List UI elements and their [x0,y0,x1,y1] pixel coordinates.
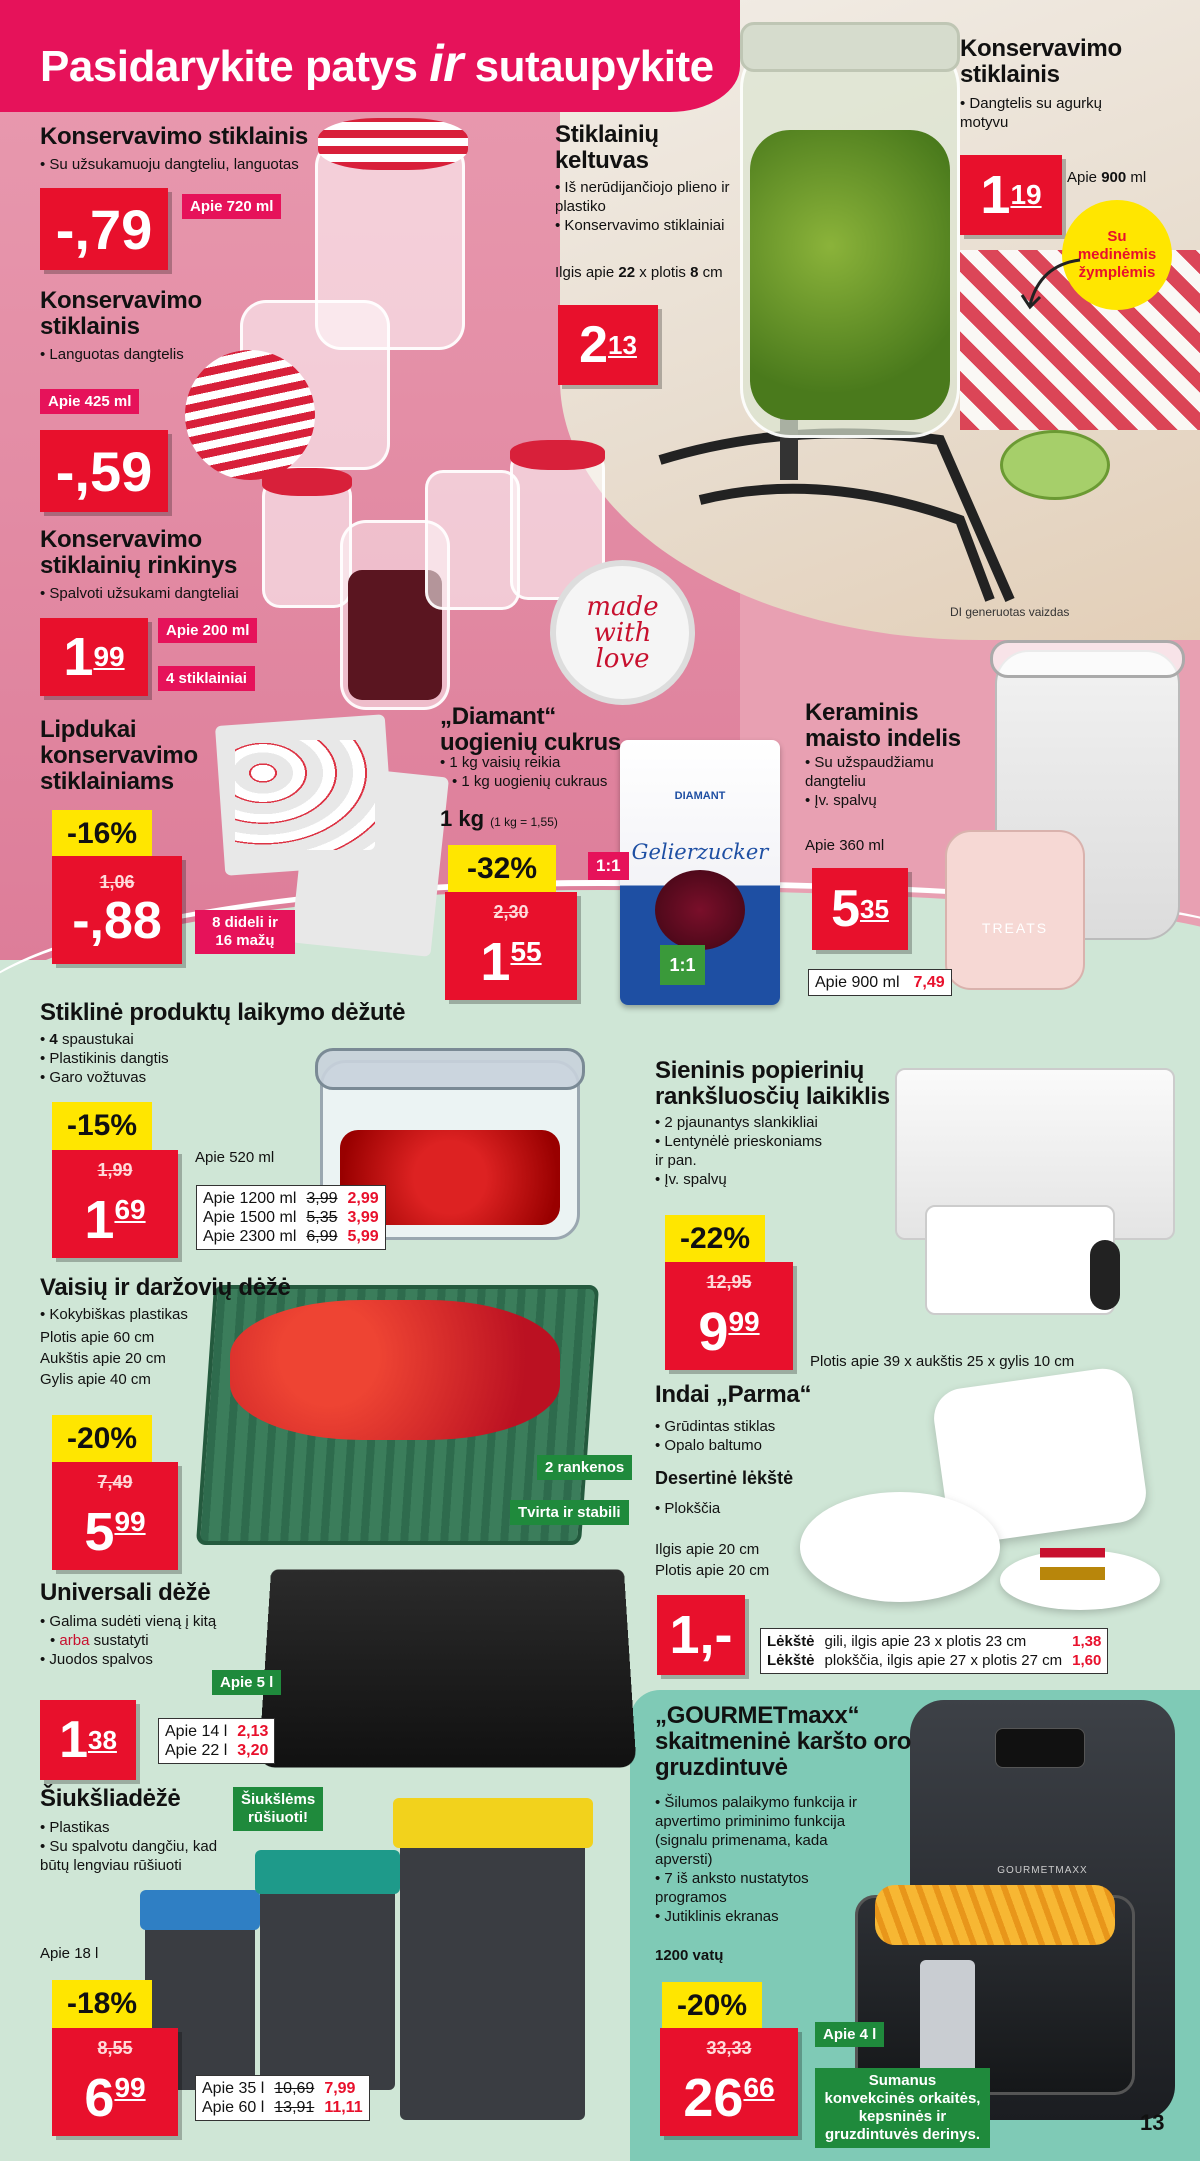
package-name: Gelierzucker [631,840,769,864]
feature-tag: 2 rankenos [537,1455,632,1480]
ai-generated-note: DI generuotas vaizdas [950,605,1070,619]
product-title: „Diamant“ uogienių cukrus [440,703,621,756]
paper-roll-image [925,1205,1115,1315]
price-tag [660,2028,798,2136]
volume-text: Apie 360 ml [805,837,885,854]
dimension-height: Aukštis apie 20 cm [40,1350,166,1367]
bowl-image [800,1492,1000,1602]
package-ratio-badge: 1:1 [660,945,705,985]
product-bullets: • Šilumos palaikymo funkcija ir apvertimo priminimo funkcija (signalu primenama, kada apversti) • 7 iš anksto nustatytos programos • Jutiklinis ekranas [655,1793,865,1926]
discount-badge: -15% [52,1102,152,1150]
table-row: Lėkštė gili, ilgis apie 23 x plotis 23 cm 1,38 [767,1633,1102,1650]
price-variant-table [196,1185,386,1250]
red-lid-image [510,440,605,470]
price-tag [665,1262,793,1370]
table-row: Apie 1200 ml 3,99 2,99 [203,1190,379,1207]
discount-badge: -22% [665,1215,765,1263]
product-bullets: • Kokybiškas plastikas [40,1305,188,1324]
table-row: Apie 22 l 3,20 [165,1742,269,1759]
dimension-depth: Gylis apie 40 cm [40,1371,151,1388]
count-tag: 4 stiklainiai [158,666,255,691]
product-title: Vaisių ir daržovių dėžė [40,1274,291,1301]
product-title: Lipdukai konservavimo stiklainiams [40,716,198,795]
table-row: Lėkštė plokščia, ilgis apie 27 x plotis 27 cm 1,60 [767,1652,1102,1669]
product-title: Stiklainių keltuvas [555,121,659,174]
sub-product-title: Desertinė lėkštė [655,1468,794,1488]
product-bullets: • Spalvoti užsukami dangteliai [40,584,239,603]
table-row: Apie 1500 ml 5,35 3,99 [203,1209,379,1226]
table-row: Apie 35 l 10,69 7,99 [202,2080,356,2097]
old-price: 7,49 [97,1471,133,1492]
feature-circle-tag: Su medinėmis žymplėmis [1062,200,1172,310]
new-price: -,88 [72,891,162,950]
old-price: 33,33 [706,2037,752,2058]
product-bullets: • Iš nerūdijančiojo plieno ir plastiko • Konservavimo stiklainiai [555,178,745,235]
price-variant-table [195,2075,370,2121]
red-lid-image [262,468,352,496]
product-title: Sieninis popierinių rankšluosčių laikiklis [655,1057,890,1110]
new-price: $26^{66}$ [683,2067,775,2128]
power-text: 1200 vatų [655,1947,724,1964]
product-title: „GOURMETmaxx“ skaitmeninė karšto oro gruzdintuvė [655,1702,912,1781]
pickles-image [750,130,950,420]
dimensions-text: Ilgis apie 22 x plotis 8 cm [555,264,723,281]
device-brand-label: GOURMETMAXX [997,1865,1088,1876]
bin-teal-lid [255,1850,400,1894]
product-title: Keraminis maisto indelis [805,699,961,752]
old-price: 12,95 [706,1271,752,1292]
price-variant-table [158,1718,275,1764]
discount-badge: -16% [52,810,152,858]
product-title: Universali dėžė [40,1579,211,1606]
price-tag [52,1150,178,1258]
berries-image [655,870,745,950]
unit-text: 1 kg (1 kg = 1,55) [440,806,558,831]
glass-lid-image [990,640,1185,678]
apples-image [230,1300,560,1440]
ceramic-jar-small-image [945,830,1085,990]
product-bullets: • Plastikas • Su spalvotu dangčiu, kad būtų lengviau rūšiuoti [40,1818,245,1875]
old-price: 1,06 [99,871,135,892]
price-tag: -,59 [40,430,168,512]
price-tag: 5 35 [812,868,908,950]
dimensions-text: Plotis apie 39 x aukštis 25 x gylis 10 cm [810,1353,1075,1370]
price-tag: 1 99 [40,618,148,696]
bin-teal-image [260,1860,395,2090]
product-title: Šiukšliadėžė [40,1785,181,1812]
price-tag [445,892,577,1000]
new-price: $5^{99}$ [84,1501,146,1562]
old-price: 2,30 [493,901,529,922]
discount-badge: -20% [662,1982,762,2030]
new-price: $1^{69}$ [84,1189,146,1250]
discount-badge: -20% [52,1415,152,1463]
price-variant-table [760,1628,1108,1674]
product-bullets: • Su užspaudžiamu dangteliu • Įv. spalvų [805,753,965,810]
table-row: Apie 2300 ml 6,99 5,99 [203,1228,379,1245]
package-brand: DIAMANT [674,790,726,802]
product-bullets: • 1 kg vaisių reikia • 1 kg uogienių cukraus [440,753,640,791]
discount-badge: -18% [52,1980,152,2028]
bin-blue-lid [140,1890,260,1930]
fries-image [875,1885,1115,1945]
old-price: 1,99 [97,1159,133,1180]
page-number: 13 [1140,2110,1165,2135]
feature-tag: Tvirta ir stabili [510,1500,629,1525]
price-tag [52,2028,178,2136]
price-tag: 1,- [657,1595,745,1675]
small-jar-image [425,470,520,610]
black-box-image [258,1569,636,1767]
table-row: Apie 60 l 13,91 11,11 [202,2099,363,2116]
dimension-width: Plotis apie 20 cm [655,1562,770,1579]
product-bullets: • 2 pjaunantys slankikliai • Lentynėlė prieskoniams ir pan. • Įv. spalvų [655,1113,825,1189]
bin-yellow-lid [393,1798,593,1848]
dimension-length: Ilgis apie 20 cm [655,1541,760,1558]
count-tag: 8 dideli ir 16 mažų [195,910,295,954]
roll-end-image [1090,1240,1120,1310]
product-bullets: • Grūdintas stiklas • Opalo baltumo [655,1417,775,1455]
product-bullets: • Galima sudėti vieną į kitą • arba sustatyti • Juodos spalvos [40,1612,230,1669]
new-price: $1^{55}$ [480,931,542,992]
basket-handle-image [920,1960,975,2080]
sub-product-bullets: • Plokščia [655,1499,720,1518]
price-tag: 2 13 [558,305,658,385]
price-tag [52,856,182,964]
discount-badge: -32% [448,845,556,893]
made-with-love-lid-image: made with love [550,560,695,705]
product-bullets: • Su užsukamuoju dangteliu, languotas [40,155,299,174]
product-title: Konservavimo stiklainių rinkinys [40,526,238,579]
feature-tag: Šiukšlėms rūšiuoti! [233,1787,323,1831]
volume-text: Apie 18 l [40,1945,99,1962]
product-bullets: • Dangtelis su agurkų motyvu [960,94,1130,132]
checkered-lid-image [318,118,468,170]
product-title: Konservavimo stiklainis [40,287,202,340]
dimension-width: Plotis apie 60 cm [40,1329,155,1346]
price-tag: 1 19 [960,155,1062,235]
volume-text: Apie 900 ml [1067,169,1147,186]
new-price: $6^{99}$ [84,2067,146,2128]
cake-slice-image [1040,1548,1105,1580]
product-title: Konservavimo stiklainis [40,123,308,150]
jar-lid-image [740,22,960,72]
new-price: $9^{99}$ [698,1301,760,1362]
price-variant-table: Apie 900 ml 7,49 [808,969,952,996]
ratio-tag: 1:1 [588,852,629,880]
product-title: Konservavimo stiklainis [960,35,1122,88]
product-bullets: • Languotas dangtelis [40,345,184,364]
cucumber-slice-image [1000,430,1110,500]
jar-print-label: TREATS [981,920,1049,936]
price-tag: 1 38 [40,1700,136,1780]
product-title: Indai „Parma“ [655,1381,812,1408]
arrow-icon [1020,255,1090,315]
air-fryer-display [995,1728,1085,1768]
volume-tag: Apie 5 l [212,1670,281,1695]
volume-text: Apie 520 ml [195,1149,275,1166]
table-row: Apie 14 l 2,13 [165,1723,269,1740]
volume-tag: Apie 720 ml [182,194,281,219]
volume-tag: Apie 425 ml [40,389,139,414]
price-tag [52,1462,178,1570]
container-lid-image [315,1048,585,1090]
feature-tag: Sumanus konvekcinės orkaitės, kepsninės ir gruzdintuvės derinys. [815,2068,990,2148]
product-bullets: • 4 spaustukai • Plastikinis dangtis • Garo vožtuvas [40,1030,169,1087]
volume-tag: Apie 200 ml [158,618,257,643]
product-title: Stiklinė produktų laikymo dėžutė [40,999,406,1026]
volume-tag: Apie 4 l [815,2022,884,2047]
banner-title: Pasidarykite patys ir sutaupykite [40,35,714,93]
old-price: 8,55 [97,2037,133,2058]
price-tag: -,79 [40,188,168,270]
bin-yellow-image [400,1810,585,2120]
